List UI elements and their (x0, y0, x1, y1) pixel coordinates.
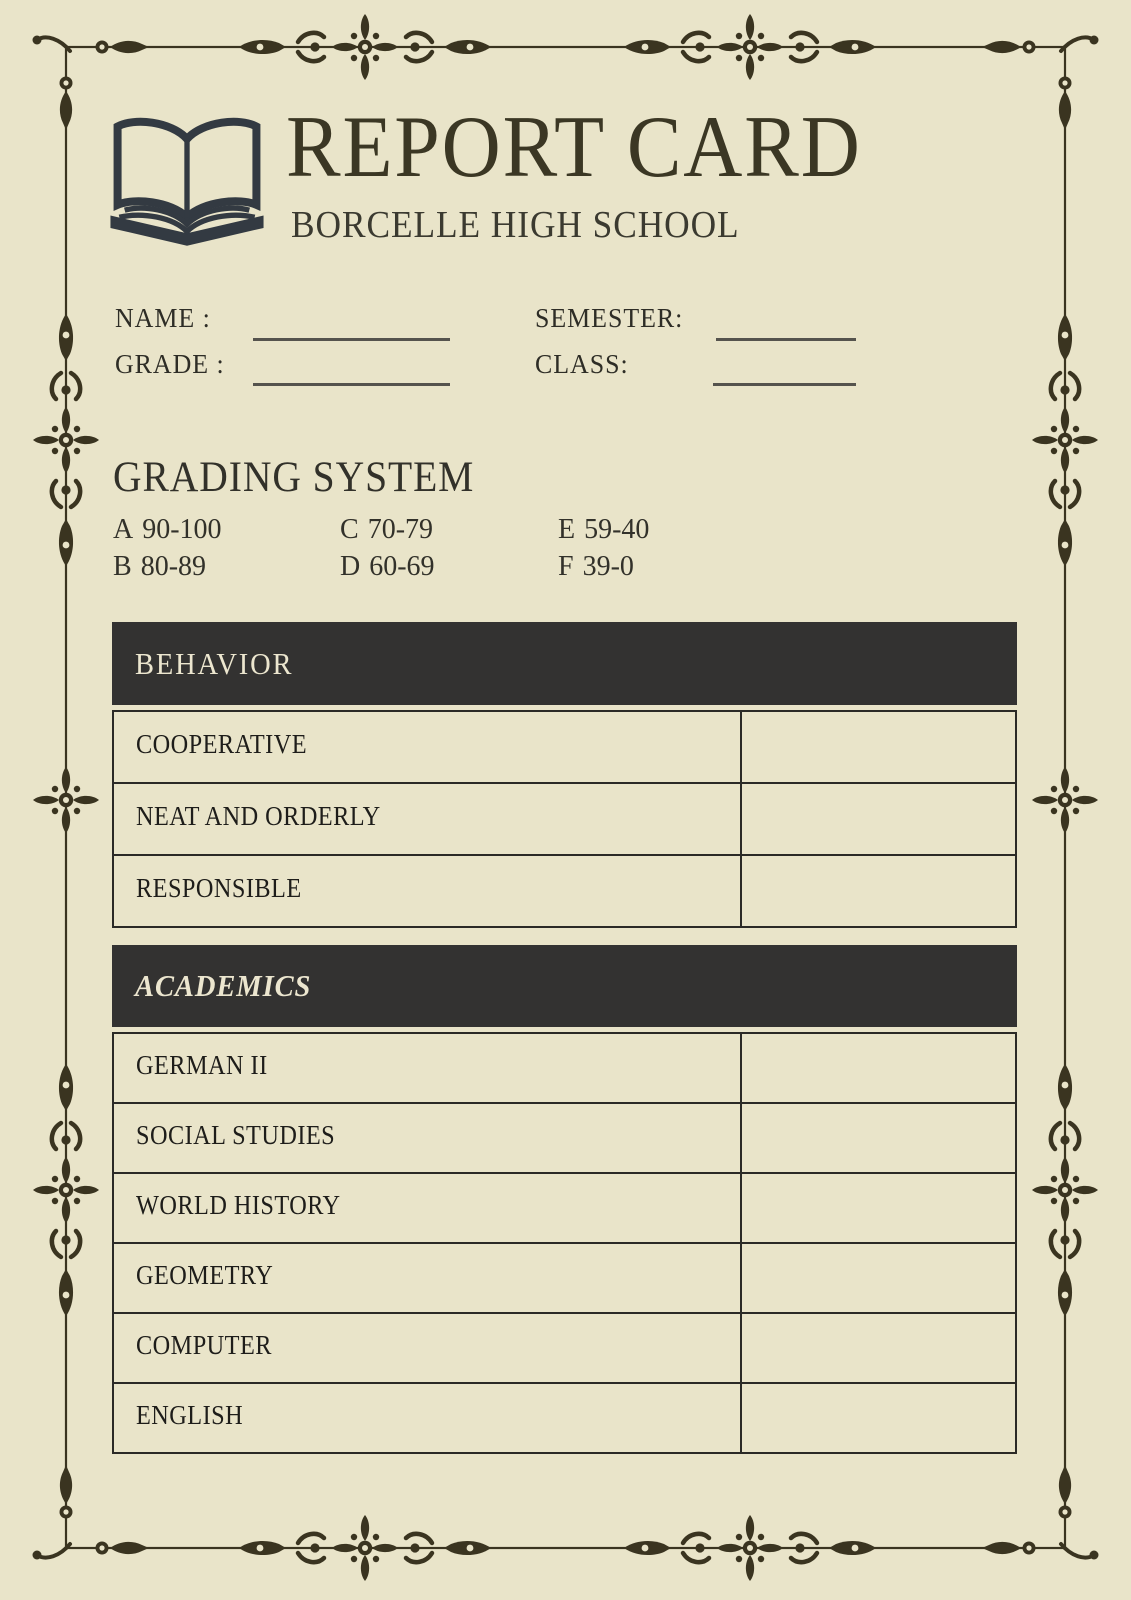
grade-blank-line (253, 383, 450, 386)
semester-blank-line (716, 338, 856, 341)
table-row (114, 784, 1015, 856)
academics-grade-cell (742, 1384, 1015, 1452)
academics-grade-cell (742, 1244, 1015, 1312)
academics-row-label: GEOMETRY (136, 1259, 274, 1290)
grade-scale-item: E 59-40 (558, 514, 650, 545)
grade-scale-item: C 70-79 (340, 514, 434, 545)
table-row (114, 712, 1015, 784)
grade-scale-item: B 80-89 (113, 551, 207, 582)
grade-scale-item: A 90-100 (113, 514, 222, 545)
academics-grade-cell (742, 1174, 1015, 1242)
behavior-grade-cell (742, 784, 1015, 854)
table-row (114, 1174, 1015, 1244)
academics-section-header: ACADEMICS (112, 945, 1017, 1027)
academics-grade-cell (742, 1314, 1015, 1382)
table-row (114, 1104, 1015, 1174)
table-row (114, 856, 1015, 926)
academics-row-label: COMPUTER (136, 1329, 272, 1360)
table-row (114, 1244, 1015, 1314)
open-book-icon (98, 110, 276, 248)
name-blank-line (253, 338, 450, 341)
academics-row-label: SOCIAL STUDIES (136, 1119, 336, 1150)
behavior-section-header: BEHAVIOR (112, 622, 1017, 705)
behavior-row-label: RESPONSIBLE (136, 872, 302, 903)
behavior-row-label: COOPERATIVE (136, 728, 308, 759)
academics-row-label: GERMAN II (136, 1049, 268, 1080)
name-label: NAME : (115, 303, 211, 333)
behavior-row-label: NEAT AND ORDERLY (136, 800, 381, 831)
semester-label: SEMESTER: (535, 303, 684, 333)
table-row (114, 1314, 1015, 1384)
academics-row-label: WORLD HISTORY (136, 1189, 341, 1220)
grade-label: GRADE : (115, 349, 225, 379)
class-blank-line (713, 383, 856, 386)
behavior-table (112, 622, 1017, 928)
school-name: BORCELLE HIGH SCHOOL (291, 204, 740, 246)
academics-table (112, 945, 1017, 1454)
grading-scale (113, 514, 649, 588)
behavior-grade-cell (742, 856, 1015, 926)
grade-scale-item: F 39-0 (558, 551, 634, 582)
behavior-grade-cell (742, 712, 1015, 782)
grading-system-heading: GRADING SYSTEM (113, 454, 475, 501)
grade-scale-item: D 60-69 (340, 551, 435, 582)
page-title: REPORT CARD (286, 99, 862, 196)
academics-grade-cell (742, 1034, 1015, 1102)
academics-row-label: ENGLISH (136, 1399, 244, 1430)
academics-grade-cell (742, 1104, 1015, 1172)
table-row (114, 1034, 1015, 1104)
class-label: CLASS: (535, 349, 629, 379)
table-row (114, 1384, 1015, 1452)
